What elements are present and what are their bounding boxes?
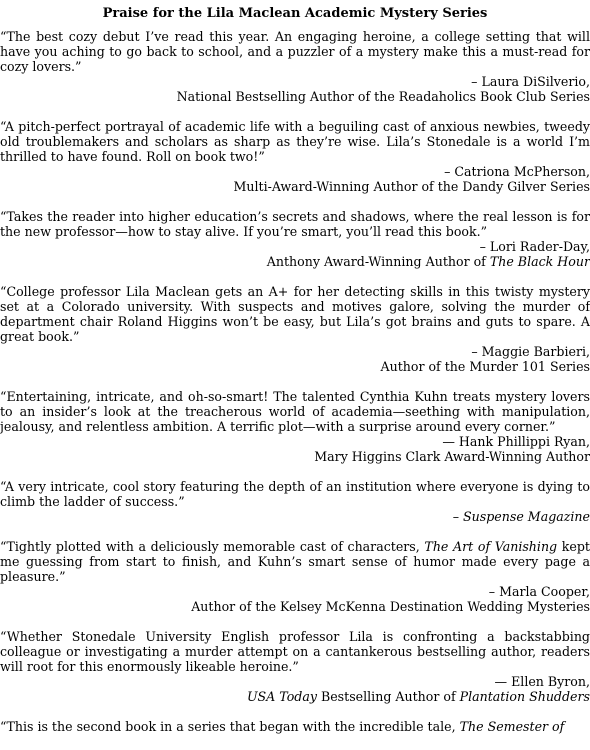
praise-credit: Mary Higgins Clark Award-Winning Author xyxy=(314,449,590,464)
praise-entry xyxy=(0,284,590,374)
praise-author: – Maggie Barbieri, xyxy=(471,344,590,359)
praise-entry xyxy=(0,539,590,614)
book-title: Plantation Shudders xyxy=(459,689,590,704)
page-title: Praise for the Lila Maclean Academic Mystery Series xyxy=(102,6,488,21)
praise-author: – Lori Rader-Day, xyxy=(479,239,590,254)
praise-author: – Laura DiSilverio, xyxy=(471,74,590,89)
praise-entry xyxy=(0,29,590,104)
praise-quote: “The best cozy debut I’ve read this year. An engaging heroine, a college setting that will have you aching to go back to school, and a puzzler of a mystery make this a must-read for cozy lovers.” xyxy=(0,29,590,74)
praise-entry xyxy=(0,119,590,194)
quote-text: kept me guessing from start to finish, and Kuhn’s smart sense of humor made every page a pleasure.” xyxy=(0,539,590,584)
praise-quote: “A very intricate, cool story featuring the depth of an institution where everyone is dying to climb the ladder of success.” xyxy=(0,479,590,509)
praise-credit: Multi-Award-Winning Author of the Dandy Gilver Series xyxy=(233,179,590,194)
praise-quote xyxy=(0,539,590,584)
praise-author xyxy=(0,509,590,524)
praise-credit: Author of the Kelsey McKenna Destination Wedding Mysteries xyxy=(191,599,590,614)
praise-entry xyxy=(0,479,590,524)
praise-quote: “Whether Stonedale University English professor Lila is confronting a backstabbing colleague or investigating a murder attempt on a cantankerous bestselling author, readers will root for this enormously likeable heroine.” xyxy=(0,629,590,674)
author-dash: – xyxy=(452,509,464,524)
praise-entry xyxy=(0,209,590,269)
praise-author: — Hank Phillippi Ryan, xyxy=(442,434,590,449)
praise-author: – Catriona McPherson, xyxy=(444,164,590,179)
book-title: The Semester of xyxy=(459,719,565,734)
praise-quote: “A pitch-perfect portrayal of academic life with a beguiling cast of anxious newbies, tweedy old troublemakers and scholars as sharp as they’re wise. Lila’s Stonedale is a world I’m thrilled to have found. Roll on book two!” xyxy=(0,119,590,164)
publication-title: Suspense Magazine xyxy=(463,509,590,524)
praise-credit xyxy=(0,689,590,704)
praise-quote: “Takes the reader into higher education’s secrets and shadows, where the real lesson is for the new professor—how to stay alive. If you’re smart, you’ll read this book.” xyxy=(0,209,590,239)
praise-credit: Author of the Murder 101 Series xyxy=(380,359,590,374)
praise-quote: “College professor Lila Maclean gets an A+ for her detecting skills in this twisty mystery set at a Colorado university. With suspects and motives galore, solving the murder of department chair Roland Higgins won’t be easy, but Lila’s got brains and guts to spare. A great book.” xyxy=(0,284,590,344)
praise-quote: “Entertaining, intricate, and oh-so-smart! The talented Cynthia Kuhn treats mystery lovers to an insider’s look at the treacherous world of academia—seething with manipulation, jealousy, and relentless ambition. A terrific plot—with a surprise around every corner.” xyxy=(0,389,590,434)
praise-quote-partial xyxy=(0,719,590,734)
praise-entry xyxy=(0,629,590,704)
publication-title: USA Today xyxy=(246,689,317,704)
book-title: The Art of Vanishing xyxy=(424,539,558,554)
credit-text: Bestselling Author of xyxy=(316,689,460,704)
credit-text: Anthony Award-Winning Author of xyxy=(266,254,490,269)
quote-text: “This is the second book in a series that began with the incredible tale, xyxy=(0,719,460,734)
book-title: The Black Hour xyxy=(489,254,590,269)
praise-credit xyxy=(0,254,590,269)
praise-credit: National Bestselling Author of the Readaholics Book Club Series xyxy=(176,89,590,104)
praise-entry xyxy=(0,389,590,464)
praise-author: – Marla Cooper, xyxy=(488,584,590,599)
quote-text: “Tightly plotted with a deliciously memorable cast of characters, xyxy=(0,539,425,554)
praise-author: — Ellen Byron, xyxy=(494,674,590,689)
